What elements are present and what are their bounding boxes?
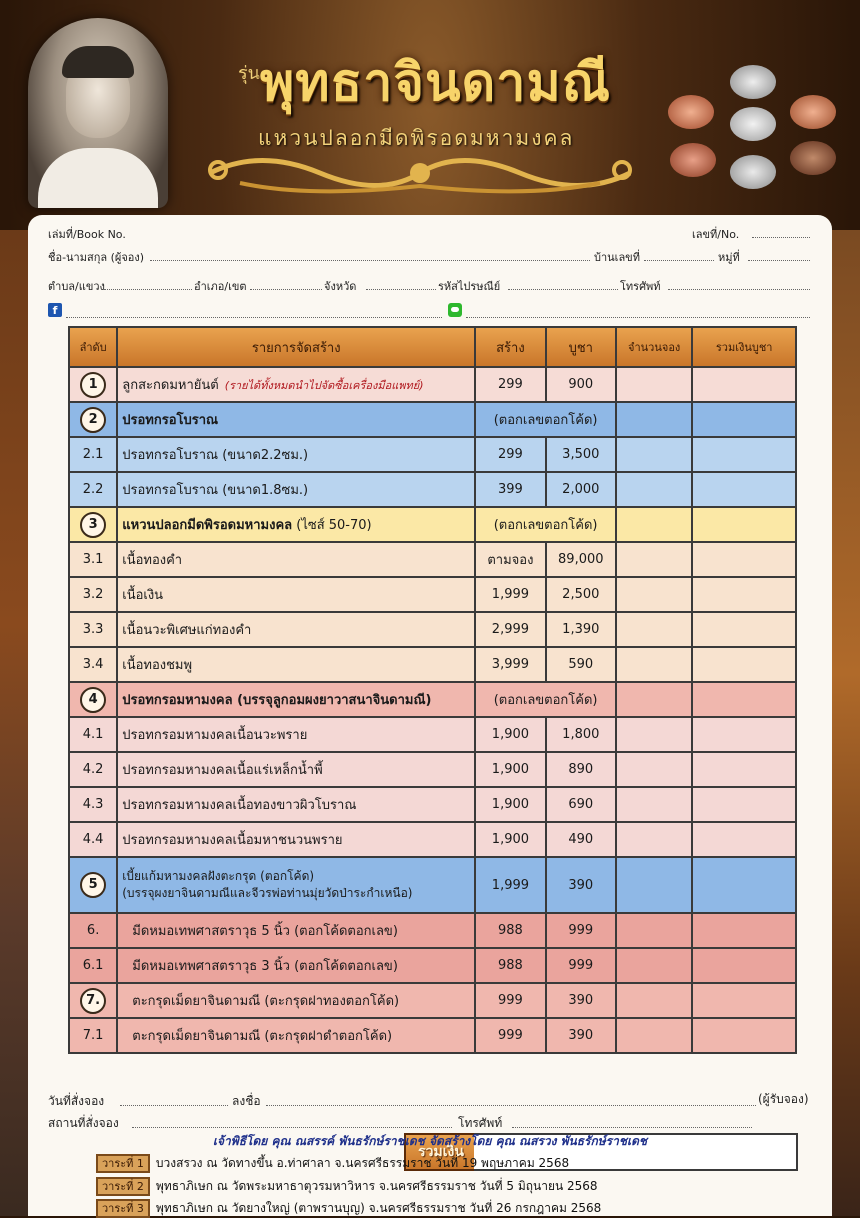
row-number-badge: 1 (80, 372, 106, 398)
item-note: (รายได้ทั้งหมดนำไปจัดซื้อเครื่องมือแพทย์) (224, 379, 424, 392)
code-note: (ตอกเลขตอกโค้ด) (475, 682, 616, 717)
table-row (69, 437, 796, 472)
qty-cell[interactable] (616, 983, 692, 1018)
total-cell[interactable] (692, 752, 796, 787)
price-value: 2,500 (546, 577, 616, 612)
table-row (69, 402, 796, 437)
table-row (69, 787, 796, 822)
portrait-image (28, 18, 168, 208)
made-value: 988 (475, 913, 545, 948)
item-name: ปรอทกรอมหามงคล (บรรจุลูกอมผงยาวาสนาจินดามณี) (117, 682, 475, 717)
total-cell[interactable] (692, 857, 796, 913)
book-no-label: เล่มที่/Book No. (48, 228, 126, 241)
row-number: 6. (69, 913, 117, 948)
qty-cell[interactable] (616, 612, 692, 647)
price-value: 900 (546, 367, 616, 402)
order-date-label: วันที่สั่งจอง (48, 1094, 105, 1108)
price-value: 2,000 (546, 472, 616, 507)
row-number-badge: 2 (80, 407, 106, 433)
row-number: 4.3 (69, 787, 117, 822)
qty-cell[interactable] (616, 822, 692, 857)
col-header-total: รวมเงินบูชา (692, 327, 796, 367)
price-value: 390 (546, 1018, 616, 1053)
total-cell[interactable] (692, 717, 796, 752)
table-row (69, 983, 796, 1018)
schedule-item (96, 1154, 569, 1173)
qty-cell[interactable] (616, 647, 692, 682)
province-label: จังหวัด (324, 280, 357, 293)
item-name: แหวนปลอกมีดพิรอดมหามงคล (122, 518, 293, 533)
table-row (69, 542, 796, 577)
qty-cell[interactable] (616, 857, 692, 913)
order-form (28, 215, 832, 1216)
total-cell[interactable] (692, 542, 796, 577)
table-row (69, 1018, 796, 1053)
row-number: 3.1 (69, 542, 117, 577)
item-name: เนื้อเงิน (117, 577, 475, 612)
no-label: เลขที่/No. (692, 228, 740, 241)
row-number-badge: 7. (80, 988, 106, 1014)
code-note: (ตอกเลขตอกโค้ด) (475, 402, 616, 437)
district-label: อำเภอ/เขต (194, 280, 247, 293)
moo-label: หมู่ที่ (718, 251, 740, 264)
made-value: 1,999 (475, 577, 545, 612)
row-number-badge: 3 (80, 512, 106, 538)
receiver-label: (ผู้รับจอง) (758, 1092, 809, 1106)
item-name: ปรอทกรอมหามงคลเนื้อแร่เหล็กน้ำพี้ (117, 752, 475, 787)
qty-cell[interactable] (616, 1018, 692, 1053)
made-value: 1,900 (475, 717, 545, 752)
made-value: 299 (475, 367, 545, 402)
total-label: รวมเงิน (404, 1133, 478, 1171)
made-value: 999 (475, 983, 545, 1018)
qty-cell[interactable] (616, 717, 692, 752)
row-number: 6.1 (69, 948, 117, 983)
item-name: มีดหมอเทพศาสตราวุธ 3 นิ้ว (ตอกโค้ดตอกเลข) (117, 948, 475, 983)
row-number: 3.4 (69, 647, 117, 682)
col-header-made: สร้าง (475, 327, 545, 367)
qty-cell[interactable] (616, 367, 692, 402)
sign-label: ลงชื่อ (232, 1094, 261, 1108)
row-number: 4.1 (69, 717, 117, 752)
place-label: สถานที่สั่งจอง (48, 1116, 119, 1130)
made-value: 1,900 (475, 752, 545, 787)
item-name: เนื้อทองคำ (117, 542, 475, 577)
district-field[interactable] (250, 289, 322, 290)
line-field[interactable] (466, 317, 810, 318)
row-number: 3.3 (69, 612, 117, 647)
name-field[interactable] (150, 260, 590, 261)
total-cell[interactable] (692, 822, 796, 857)
footer-phone-label: โทรศัพท์ (458, 1116, 503, 1130)
house-no-field[interactable] (644, 260, 714, 261)
item-name: ตะกรุดเม็ดยาจินดามณี (ตะกรุดฝาทองตอกโค้ด) (117, 983, 475, 1018)
made-value: 1,900 (475, 822, 545, 857)
postcode-field[interactable] (508, 289, 618, 290)
footer-phone-field[interactable] (512, 1127, 752, 1128)
table-header-row (69, 327, 796, 367)
postcode-label: รหัสไปรษณีย์ (438, 280, 501, 293)
subdistrict-field[interactable] (104, 289, 192, 290)
table-row (69, 612, 796, 647)
qty-cell[interactable] (616, 752, 692, 787)
row-number: 2.1 (69, 437, 117, 472)
col-header-price: บูชา (546, 327, 616, 367)
schedule-tag: วาระที่ 2 (96, 1177, 150, 1196)
price-value: 890 (546, 752, 616, 787)
row-number-badge: 5 (80, 872, 106, 898)
schedule-item (96, 1177, 598, 1196)
row-number: 4.2 (69, 752, 117, 787)
scroll-ornament (200, 148, 640, 198)
total-cell[interactable] (692, 507, 796, 542)
order-table (68, 326, 797, 1054)
facebook-icon: f (48, 303, 62, 317)
item-name: เนื้อนวะพิเศษแก่ทองคำ (117, 612, 475, 647)
row-number: 3.2 (69, 577, 117, 612)
price-value: 590 (546, 647, 616, 682)
item-name: ปรอทกรอโบราณ (ขนาด2.2ซม.) (117, 437, 475, 472)
table-row (69, 752, 796, 787)
item-detail: (บรรจุผงยาจินดามณีและจีวรพ่อท่านมุ่ยวัดป่าระกำเหนือ) (122, 886, 413, 900)
qty-cell[interactable] (616, 577, 692, 612)
col-header-item: รายการจัดสร้าง (117, 327, 475, 367)
phone-label: โทรศัพท์ (620, 280, 661, 293)
total-cell[interactable] (692, 472, 796, 507)
item-name: ลูกสะกดมหายันต์ (122, 378, 219, 393)
main-title: พุทธาจินดามณี (260, 52, 611, 113)
price-value: 490 (546, 822, 616, 857)
row-number: 4.4 (69, 822, 117, 857)
price-value: 999 (546, 948, 616, 983)
code-note: (ตอกเลขตอกโค้ด) (475, 507, 616, 542)
table-row (69, 577, 796, 612)
made-value: 1,900 (475, 787, 545, 822)
item-name: ปรอทกรอมหามงคลเนื้อมหาชนวนพราย (117, 822, 475, 857)
table-row (69, 822, 796, 857)
row-number: 2.2 (69, 472, 117, 507)
schedule-tag: วาระที่ 3 (96, 1199, 150, 1218)
made-value: 3,999 (475, 647, 545, 682)
qty-cell[interactable] (616, 787, 692, 822)
moo-field[interactable] (748, 260, 810, 261)
row-number-badge: 4 (80, 687, 106, 713)
schedule-tag: วาระที่ 1 (96, 1154, 150, 1173)
made-value: 1,999 (475, 857, 545, 913)
qty-cell[interactable] (616, 437, 692, 472)
table-row (69, 472, 796, 507)
title-prefix: รุ่น (238, 63, 260, 84)
no-field[interactable] (752, 237, 810, 238)
schedule-text: พุทธาภิเษก ณ วัดยางใหญ่ (ตาพรานบุญ) จ.นครศรีธรรมราช วันที่ 26 กรกฎาคม 2568 (155, 1201, 602, 1215)
price-value: 89,000 (546, 542, 616, 577)
table-row (69, 647, 796, 682)
price-value: 390 (546, 983, 616, 1018)
table-row (69, 682, 796, 717)
table-row (69, 717, 796, 752)
total-cell[interactable] (692, 913, 796, 948)
price-value: 1,800 (546, 717, 616, 752)
table-row (69, 948, 796, 983)
item-name: มีดหมอเทพศาสตราวุธ 5 นิ้ว (ตอกโค้ดตอกเลข) (117, 913, 475, 948)
subtitle: แหวนปลอกมีดพิรอดมหามงคล (258, 126, 575, 150)
table-row (69, 913, 796, 948)
made-value: 399 (475, 472, 545, 507)
price-value: 1,390 (546, 612, 616, 647)
total-cell[interactable] (692, 367, 796, 402)
line-app-icon (448, 303, 462, 317)
order-date-field[interactable] (120, 1105, 228, 1106)
qty-cell[interactable] (616, 402, 692, 437)
row-number: 7.1 (69, 1018, 117, 1053)
table-row (69, 857, 796, 913)
item-name: ปรอทกรอมหามงคลเนื้อทองขาวผิวโบราณ (117, 787, 475, 822)
rings-image (668, 55, 848, 205)
made-value: 2,999 (475, 612, 545, 647)
table-row (69, 367, 796, 402)
total-cell[interactable] (692, 402, 796, 437)
credits-text: เจ้าพิธีโดย คุณ ณสรรค์ พันธรักษ์ราชเดช จัดสร้างโดย คุณ ณสรวง พันธรักษ์ราชเดช (212, 1134, 648, 1148)
qty-cell[interactable] (616, 682, 692, 717)
phone-field[interactable] (668, 289, 810, 290)
total-cell[interactable] (692, 787, 796, 822)
price-value: 390 (546, 857, 616, 913)
made-value: 299 (475, 437, 545, 472)
schedule-text: บวงสรวง ณ วัดทางขึ้น อ.ท่าศาลา จ.นครศรีธรรมราช วันที่ 19 พฤษภาคม 2568 (155, 1156, 570, 1170)
price-value: 3,500 (546, 437, 616, 472)
province-field[interactable] (366, 289, 436, 290)
total-cell[interactable] (692, 682, 796, 717)
qty-cell[interactable] (616, 913, 692, 948)
col-header-no: ลำดับ (69, 327, 117, 367)
made-value: 999 (475, 1018, 545, 1053)
name-label: ชื่อ-นามสกุล (ผู้จอง) (48, 251, 145, 264)
made-value: ตามจอง (475, 542, 545, 577)
table-row (69, 507, 796, 542)
col-header-qty: จำนวนจอง (616, 327, 692, 367)
item-name: ตะกรุดเม็ดยาจินดามณี (ตะกรุดฝาดำตอกโค้ด) (117, 1018, 475, 1053)
qty-cell[interactable] (616, 542, 692, 577)
item-name: ปรอทกรอโบราณ (ขนาด1.8ซม.) (117, 472, 475, 507)
item-size: (ไซส์ 50-70) (296, 518, 372, 533)
place-field[interactable] (132, 1127, 452, 1128)
schedule-text: พุทธาภิเษก ณ วัดพระมหาธาตุวรมหาวิหาร จ.นครศรีธรรมราช วันที่ 5 มิถุนายน 2568 (155, 1179, 598, 1193)
item-name: เนื้อทองชมพู (117, 647, 475, 682)
made-value: 988 (475, 948, 545, 983)
item-name: ปรอทกรอโบราณ (117, 402, 475, 437)
total-cell[interactable] (692, 647, 796, 682)
total-cell[interactable] (692, 612, 796, 647)
total-cell[interactable] (692, 577, 796, 612)
total-cell[interactable] (692, 983, 796, 1018)
subdistrict-label: ตำบล/แขวง (48, 280, 105, 293)
qty-cell[interactable] (616, 472, 692, 507)
total-cell[interactable] (692, 948, 796, 983)
header-banner (0, 0, 860, 225)
qty-cell[interactable] (616, 948, 692, 983)
sign-field[interactable] (266, 1105, 756, 1106)
total-cell[interactable] (692, 1018, 796, 1053)
total-cell[interactable] (692, 437, 796, 472)
facebook-field[interactable] (66, 317, 442, 318)
schedule-item (96, 1199, 601, 1218)
item-name: เบี้ยแก้มหามงคลฝังตะกรุด (ตอกโค้ด) (122, 869, 315, 883)
qty-cell[interactable] (616, 507, 692, 542)
item-name: ปรอทกรอมหามงคลเนื้อนวะพราย (117, 717, 475, 752)
title-area (180, 18, 660, 208)
price-value: 999 (546, 913, 616, 948)
house-no-label: บ้านเลขที่ (594, 251, 640, 264)
price-value: 690 (546, 787, 616, 822)
